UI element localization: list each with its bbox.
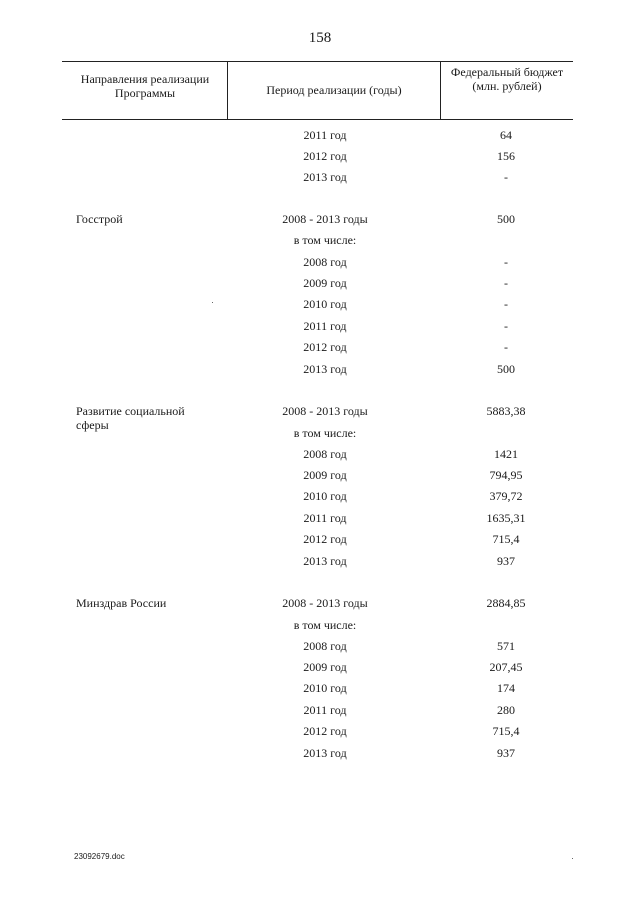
row-budget: 5883,38 bbox=[486, 404, 526, 418]
row-period: в том числе: bbox=[293, 233, 357, 247]
row-period: в том числе: bbox=[293, 426, 357, 440]
row-period: 2012 год bbox=[303, 340, 347, 354]
row-period: 2013 год bbox=[303, 554, 347, 568]
row-period: 2008 - 2013 годы bbox=[282, 596, 368, 610]
row-budget: 1635,31 bbox=[486, 511, 526, 525]
row-period: 2011 год bbox=[303, 511, 347, 525]
row-period: 2013 год bbox=[303, 362, 347, 376]
row-budget: 2884,85 bbox=[486, 596, 526, 610]
row-budget: 500 bbox=[497, 212, 515, 226]
row-period: 2009 год bbox=[303, 468, 347, 482]
row-direction: Госстрой bbox=[76, 212, 123, 226]
row-budget: - bbox=[504, 340, 508, 354]
row-budget: 571 bbox=[497, 639, 515, 653]
header-period: Период реализации (годы) bbox=[266, 83, 402, 97]
row-budget: - bbox=[504, 255, 508, 269]
row-budget: 64 bbox=[500, 128, 512, 142]
row-budget: 937 bbox=[497, 554, 515, 568]
row-period: 2010 год bbox=[303, 489, 347, 503]
row-budget: 379,72 bbox=[489, 489, 523, 503]
row-budget: 207,45 bbox=[489, 660, 523, 674]
row-period: 2011 год bbox=[303, 128, 347, 142]
row-period: 2011 год bbox=[303, 319, 347, 333]
row-period: 2010 год bbox=[303, 297, 347, 311]
row-budget: 280 bbox=[497, 703, 515, 717]
header-divider-2 bbox=[440, 61, 441, 119]
row-budget: 500 bbox=[497, 362, 515, 376]
row-budget: 715,4 bbox=[492, 724, 520, 738]
row-period: 2013 год bbox=[303, 170, 347, 184]
row-budget: 937 bbox=[497, 746, 515, 760]
row-budget: - bbox=[504, 170, 508, 184]
row-budget: 174 bbox=[497, 681, 515, 695]
scan-speck bbox=[572, 858, 573, 859]
row-budget: - bbox=[504, 319, 508, 333]
header-direction: Направления реализации Программы bbox=[80, 72, 210, 100]
scan-speck bbox=[212, 302, 213, 303]
row-period: 2012 год bbox=[303, 149, 347, 163]
row-period: 2011 год bbox=[303, 703, 347, 717]
table-header-bottom-border bbox=[62, 119, 573, 120]
row-budget: 794,95 bbox=[489, 468, 523, 482]
page-number: 158 bbox=[308, 30, 332, 46]
row-period: 2013 год bbox=[303, 746, 347, 760]
header-divider-1 bbox=[227, 61, 228, 119]
header-budget: Федеральный бюджет (млн. рублей) bbox=[450, 65, 564, 93]
row-budget: - bbox=[504, 276, 508, 290]
row-period: 2008 год bbox=[303, 255, 347, 269]
row-period: 2009 год bbox=[303, 276, 347, 290]
row-period: 2008 - 2013 годы bbox=[282, 404, 368, 418]
row-period: 2008 - 2013 годы bbox=[282, 212, 368, 226]
row-direction: Развитие социальной сферы bbox=[76, 404, 185, 432]
row-budget: 156 bbox=[497, 149, 515, 163]
row-period: в том числе: bbox=[293, 618, 357, 632]
row-budget: 1421 bbox=[494, 447, 518, 461]
row-period: 2012 год bbox=[303, 532, 347, 546]
row-period: 2009 год bbox=[303, 660, 347, 674]
document-filename: 23092679.doc bbox=[74, 852, 125, 861]
row-period: 2008 год bbox=[303, 639, 347, 653]
row-direction: Минздрав России bbox=[76, 596, 167, 610]
row-period: 2012 год bbox=[303, 724, 347, 738]
row-budget: - bbox=[504, 297, 508, 311]
row-period: 2010 год bbox=[303, 681, 347, 695]
row-period: 2008 год bbox=[303, 447, 347, 461]
row-budget: 715,4 bbox=[492, 532, 520, 546]
table-top-border bbox=[62, 61, 573, 62]
